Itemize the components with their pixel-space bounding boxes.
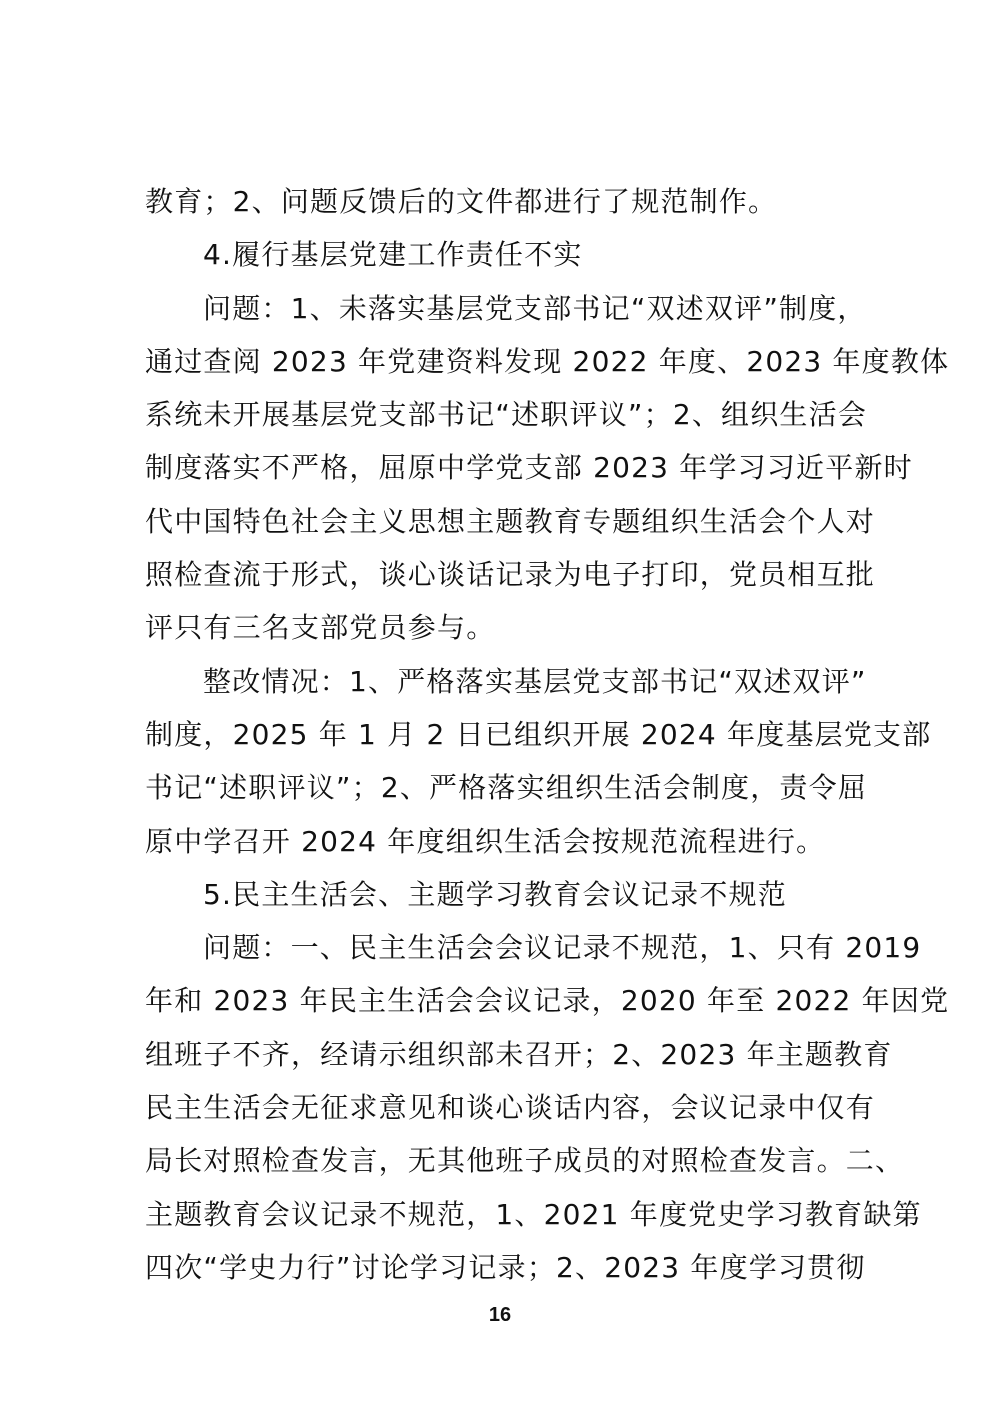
paragraph-line: 民主生活会无征求意见和谈心谈话内容，会议记录中仅有 — [145, 1091, 876, 1125]
paragraph-line: 制度落实不严格，屈原中学党支部 2023 年学习习近平新时 — [145, 451, 913, 485]
page-number: 16 — [488, 1304, 512, 1326]
paragraph-line: 问题：1、未落实基层党支部书记“双述双评”制度， — [203, 291, 867, 325]
paragraph-line: 照检查流于形式，谈心谈话记录为电子打印，党员相互批 — [145, 558, 876, 592]
body-text — [145, 175, 950, 1294]
paragraph-line: 原中学召开 2024 年度组织生活会按规范流程进行。 — [145, 824, 826, 858]
paragraph-line: 评只有三名支部党员参与。 — [145, 611, 496, 645]
paragraph-line: 书记“述职评议”；2、严格落实组织生活会制度，责令屈 — [145, 771, 868, 805]
paragraph-line: 代中国特色社会主义思想主题教育专题组织生活会个人对 — [145, 504, 876, 538]
paragraph-line: 组班子不齐，经请示组织部未召开；2、2023 年主题教育 — [145, 1037, 893, 1071]
paragraph-line: 主题教育会议记录不规范，1、2021 年度党史学习教育缺第 — [145, 1197, 922, 1231]
paragraph-line: 教育；2、问题反馈后的文件都进行了规范制作。 — [145, 185, 778, 218]
paragraph-line: 整改情况：1、严格落实基层党支部书记“双述双评” — [203, 664, 867, 698]
paragraph-line: 通过查阅 2023 年党建资料发现 2022 年度、2023 年度教体 — [145, 344, 950, 378]
paragraph-line: 四次“学史力行”讨论学习记录；2、2023 年度学习贯彻 — [145, 1250, 866, 1284]
paragraph-line: 制度，2025 年 1 月 2 日已组织开展 2024 年度基层党支部 — [145, 717, 932, 751]
section-heading-4: 4.履行基层党建工作责任不实 — [203, 238, 583, 272]
section-heading-5: 5.民主生活会、主题学习教育会议记录不规范 — [203, 877, 787, 911]
paragraph-line: 年和 2023 年民主生活会会议记录，2020 年至 2022 年因党 — [145, 984, 950, 1018]
paragraph-line: 局长对照检查发言，无其他班子成员的对照检查发言。二、 — [145, 1144, 905, 1178]
paragraph-line: 问题：一、民主生活会会议记录不规范，1、只有 2019 — [203, 931, 922, 965]
paragraph-line: 系统未开展基层党支部书记“述职评议”；2、组织生活会 — [145, 398, 868, 432]
